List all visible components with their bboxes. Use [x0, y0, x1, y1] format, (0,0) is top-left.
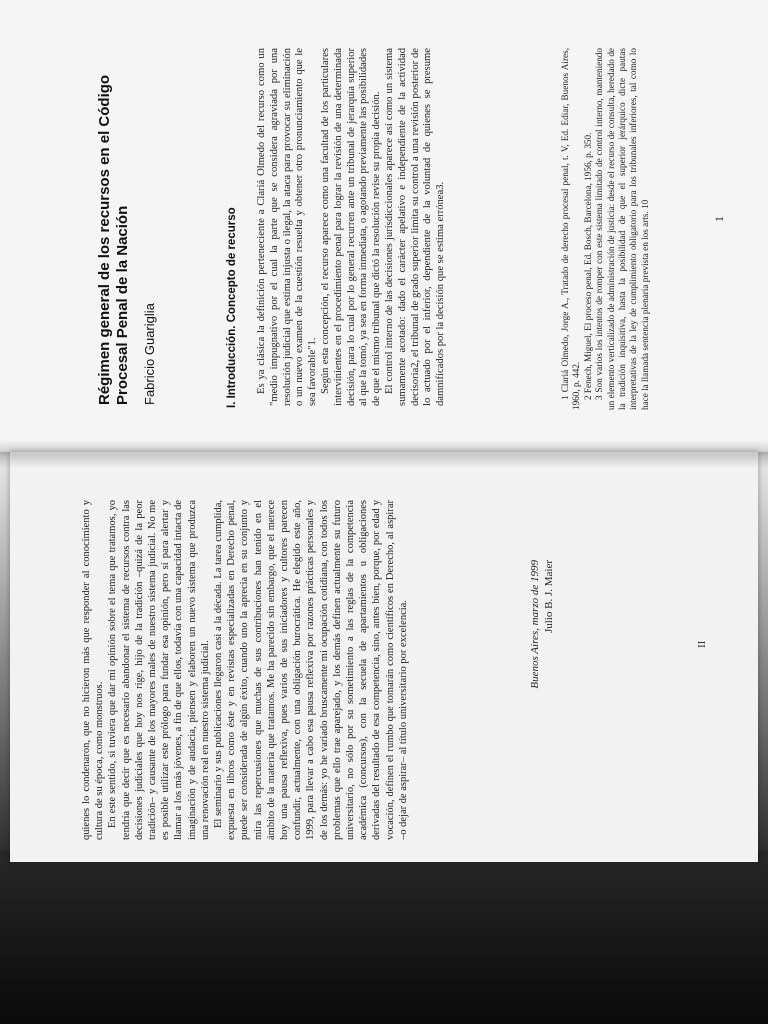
- right-body-text: [256, 48, 448, 406]
- left-paragraph: En este sentido, si tuviera que dar mi opinión sobre el tema que tratamos, yo tendría que decir que es necesario abandonar el sistema de recursos contra las decisiones judiciales que hoy nos rige, hijo de la tradición –quizá de la peor tradición– y causante de los mayores males de nuestro sistema judicial. No me es posible utilizar este prólogo para fundar esa opinión, pero sí para alertar y llamar a los más jóvenes, a fin de que ellos, todavía con una capacidad intacta de imaginación y de audacia, piensen y elaboren un nuevo sistema que produzca una renovación real en nuestro sistema judicial.: [107, 500, 211, 840]
- section-heading: I. Introducción. Concepto de recurso: [226, 207, 238, 408]
- signoff-place: Buenos Aires, marzo de 1999: [529, 560, 541, 689]
- footnote: 3 Son varios los intentos de romper con este sistema limitado de control interno, manteniendo un elemento verticalizado de administración de justicia: desde el recurso de consulta, heredado de la tradición inquisitiva, hasta la posibilidad de que el superior jerárquico dicte pautas interpretativas de la ley de cumplimiento obligatorio para los tribunales inferiores, tal como lo hace la llamada sentencia plenaria prevista en los arts. 10: [594, 48, 650, 410]
- chapter-title-block: [96, 65, 157, 405]
- right-paragraph: Es ya clásica la definición perteneciente a Clariá Olmedo del recurso como un "medio impugnativo por el cual la parte que se considera agraviada por una resolución judicial que estima injusta o ilegal, la ataca para provocar su eliminación o un nuevo examen de la cuestión resuelta y obtener otro pronunciamiento que le sea favorable"1.: [256, 48, 319, 406]
- footnotes: [560, 48, 651, 410]
- left-paragraph: quienes lo condenaron, que no hicieron más que responder al conocimiento y cultura de su época, como monstruos.: [81, 500, 106, 840]
- right-page: [0, 0, 768, 452]
- chapter-title: Régimen general de los recursos en el Código Procesal Penal de la Nación: [96, 74, 131, 405]
- chapter-author: Fabricio Guariglia: [142, 303, 157, 405]
- signoff: [528, 560, 556, 740]
- left-body-text: [80, 500, 410, 840]
- right-page-number: 1: [712, 216, 726, 222]
- left-paragraph: El seminario y sus publicaciones llegaron casi a la década. La tarea cumplida, expuesta en libros como éste y en revistas especializadas en Derecho penal, puede ser considerada de algún éxito, cuando uno la aprecia en su conjunto y mira las repercusiones que muchas de sus contribuciones han tenido en el ámbito de la materia que tratamos. Me ha parecido sin embargo, que el merece hoy una pausa reflexiva, pues varios de sus iniciadores y cultores parecen confundir, actualmente, con una obligación burocrática. He elegido este año, 1999, para llevar a cabo esa pausa reflexiva por razones prácticas personales y de los demás: yo he variado bruscamente mi ocupación cotidiana, con todos los problemas que ello trae aparejado, y los demás definen actualmente su futuro universitario, no sólo por su sometimiento a las reglas de la competencia académica (concursos), con la secuela de apartamientos u obligaciones derivadas del resultado de esa competencia, sino, antes bien, porque, por edad y vocación, definen el rumbo que tomarán como científicos en Derecho, al aspirar –o dejar de aspirar– al título universitario por excelencia.: [213, 500, 409, 840]
- scan-edge-shadow: [0, 850, 768, 1024]
- right-paragraph: Según esta concepción, el recurso aparece como una facultad de los particulares intervinientes en el procedimiento penal para lograr la revisión de una determinada decisión, para lo cual por lo general recurren ante un tribunal de jerarquía superior al que la tomó, ya sea en forma inmediata, o agotando previamente las posibilidades de que el mismo tribunal que dictó la resolución revise su propia decisión.: [319, 48, 383, 406]
- footnote: 2 Fenech, Miguel, El proceso penal, Ed. Bosch, Barcelona, 1956, p. 350.: [582, 132, 593, 400]
- signoff-author: Julio B. J. Maier: [543, 560, 555, 634]
- left-page-number: II: [696, 640, 708, 648]
- right-paragraph: El control interno de las decisiones jurisdiccionales aparece así como un sistema sumamente acotado: dado el carácter apelativo e independiente de la actividad decisoria2, el tribunal de grado superior limita su control a una revisión posterior de lo actuado por el inferior, dependiente de la voluntad de quienes se presume damnificados por la decisión que se estima errónea3.: [383, 48, 447, 406]
- footnote: 1 Clariá Olmedo, Jorge A., Tratado de derecho procesal penal, t. V, Ed. Ediar, Buenos Aires, 1960, p. 442.: [560, 48, 582, 410]
